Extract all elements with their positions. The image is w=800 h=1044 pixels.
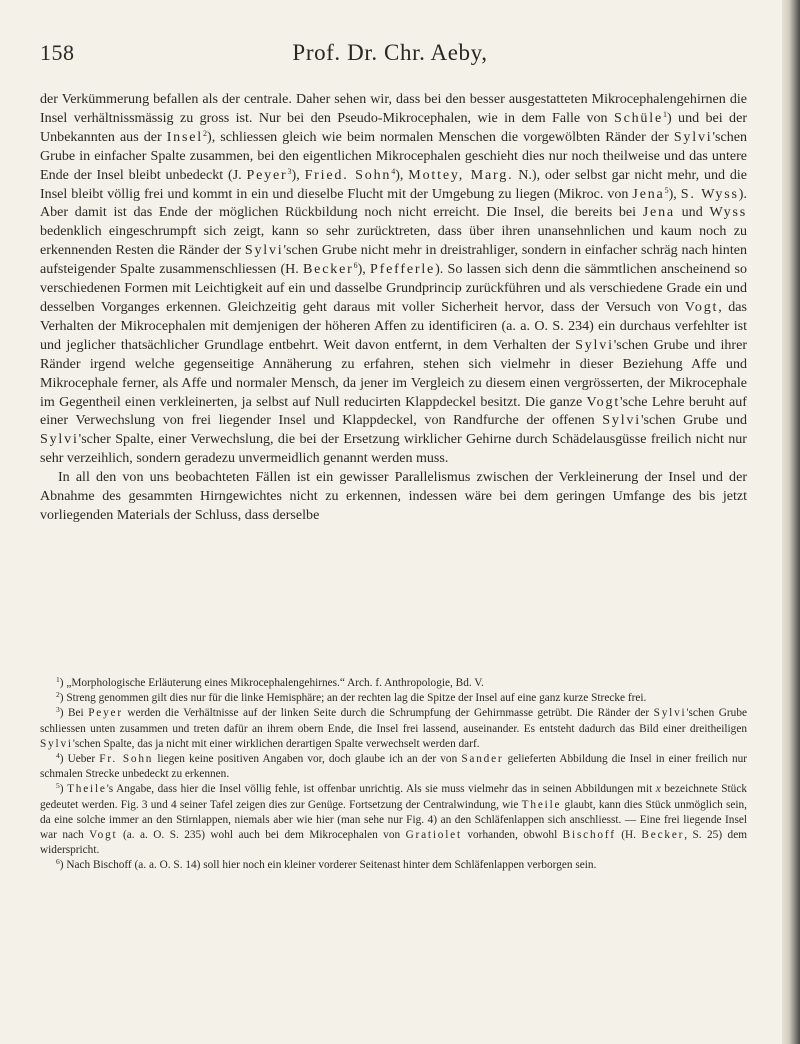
page-header	[40, 40, 740, 70]
page-edge-shadow	[782, 0, 800, 1044]
paragraph: In all den von uns beobachteten Fällen ist ein gewisser Parallelismus zwischen der Verkleinerung der Insel und der Abnahme des gesammten Hirngewichtes nicht zu erkennen, indessen wäre bei dem geringen Umfange des bis jetzt vorliegenden Materials der Schluss, dass derselbe	[40, 469, 747, 523]
footnotes	[40, 676, 747, 874]
footnote-6: $^6$) Nach Bischoff (a. a. O. S. 14) soll hier noch ein kleiner vorderer Seitenast hinter dem Schläfenlappen verborgen sein.	[56, 857, 597, 872]
footnote-4: $^4$) Ueber Fr. Sohn liegen keine positiven Angaben vor, doch glaube ich an der von Sander gelieferten Abbildung die Insel in einer freilich nur schmalen Strecke unbedeckt zu erkennen.	[40, 751, 748, 781]
running-head: Prof. Dr. Chr. Aeby,	[292, 40, 488, 65]
paragraph: der Verkümmerung befallen als der centrale. Daher sehen wir, dass bei den besser ausgestatteten Mikrocephalengehirnen die Insel verhältnissmässig zu gross ist. Nur bei den Pseudo-Mikrocephalen, wie in dem Falle von Schüle$^1$) und bei der Unbekannten aus der Insel$^2$), schliessen gleich wie beim normalen Menschen die vorgewölbten Ränder der Sylvi'schen Grube in einfacher Spalte zusammen, bei den eigentlichen Mikrocephalen geschieht dies nur noch theilweise und das untere Ende der Insel bleibt unbedeckt (J. Peyer$^3$), Fried. Sohn$^4$), Mottey, Marg. N.), oder selbst gar nicht mehr, und die Insel bleibt völlig frei und kommt in ein und dieselbe Flucht mit der Umgebung zu liegen (Mikroc. von Jena$^5$), S. Wyss). Aber damit ist das Ende der möglichen Rückbildung noch nicht erreicht. Die Insel, die bereits bei Jena und Wyss bedenklich eingeschrumpft sich zeigt, kann so sehr zurücktreten, dass über ihren unansehnlichen und kaum noch zu erkennenden Resten die Ränder der Sylvi'schen Grube nicht mehr in dreistrahliger, sondern in einfacher schräg nach hinten aufsteigender Spalte zusammenschliessen (H. Becker$^6$), Pfefferle). So lassen sich denn die sämmtlichen anscheinend so verschiedenen Formen mit Leichtigkeit auf ein und dasselbe Grundprincip zurückführen und als verschiedene Grade ein und desselben Vorganges erkennen. Gleichzeitig geht daraus mit voller Sicherheit hervor, dass der Versuch von Vogt, das Verhalten der Mikrocephalen mit demjenigen der höheren Affen zu identificiren (a. a. O. S. 234) ein durchaus verfehlter ist und jeglicher thatsächlicher Grundlage entbehrt. Weit davon entfernt, in dem Verhalten der Sylvi'schen Grube und ihrer Ränder irgend welche gegenseitige Annäherung zu erfahren, stehen sich vielmehr in dieser Beziehung Affe und Mikrocephale ferner, als Affe und normaler Mensch, da jener im Vergleich zu diesem einen vergrösserten, der Mikrocephale im Gegentheil einen verkleinerten, ja selbst auf Null reducirten Klappdeckel besitzt. Die ganze Vogt'sche Lehre beruht auf einer Verwechslung von frei liegender Insel und Klappdeckel, von Randfurche der offenen Sylvi'schen Grube und Sylvi'scher Spalte, einer Verwechslung, die bei der Ersetzung wirklicher Gehirne durch Schädelausgüsse freilich nicht nur sehr verzeihlich, sondern geradezu unvermeidlich genannt werden muss.	[40, 91, 748, 467]
main-text	[40, 90, 747, 525]
footnote-1: $^1$) „Morphologische Erläuterung eines Mikrocephalengehirnes.“ Arch. f. Anthropologie, Bd. V.	[56, 675, 484, 689]
footnote-3: $^3$) Bei Peyer werden die Verhältnisse auf der linken Seite durch die Schrumpfung der Gehirnmasse getrübt. Die Ränder der Sylvi'schen Grube schliessen unten zusammen und treten dafür an ihrem obern Ende, die Insel frei lassend, auseinander. Es entsteht dadurch das Bild einer dreitheiligen Sylvi'schen Spalte, das ja nicht mit einer wirklichen derartigen Spalte verwechselt werden darf.	[40, 705, 747, 750]
footnote-5: $^5$) Theile's Angabe, dass hier die Insel völlig fehle, ist offenbar unrichtig. Als sie muss vielmehr das in seinen Abbildungen mit x bezeichnete Stück gedeutet werden. Fig. 3 und 4 seiner Tafel zeigen dies zur Genüge. Fortsetzung der Centralwindung, wie Theile glaubt, kann dies Stück unmöglich sein, da eine solche immer an den Stirnlappen, niemals aber wie hier (man sehe nur Fig. 4) an den Schläfenlappen sich anschliesst. — Eine frei liegende Insel war nach Vogt (a. a. O. S. 235) wohl auch bei dem Mikrocephalen von Gratiolet vorhanden, obwohl Bischoff (H. Becker, S. 25) dem widerspricht.	[40, 781, 747, 857]
footnote-2: $^2$) Streng genommen gilt dies nur für die linke Hemisphäre; an der rechten lag die Spitze der Insel auf eine ganz kurze Strecke frei.	[56, 690, 647, 705]
page-number: 158	[40, 40, 75, 65]
